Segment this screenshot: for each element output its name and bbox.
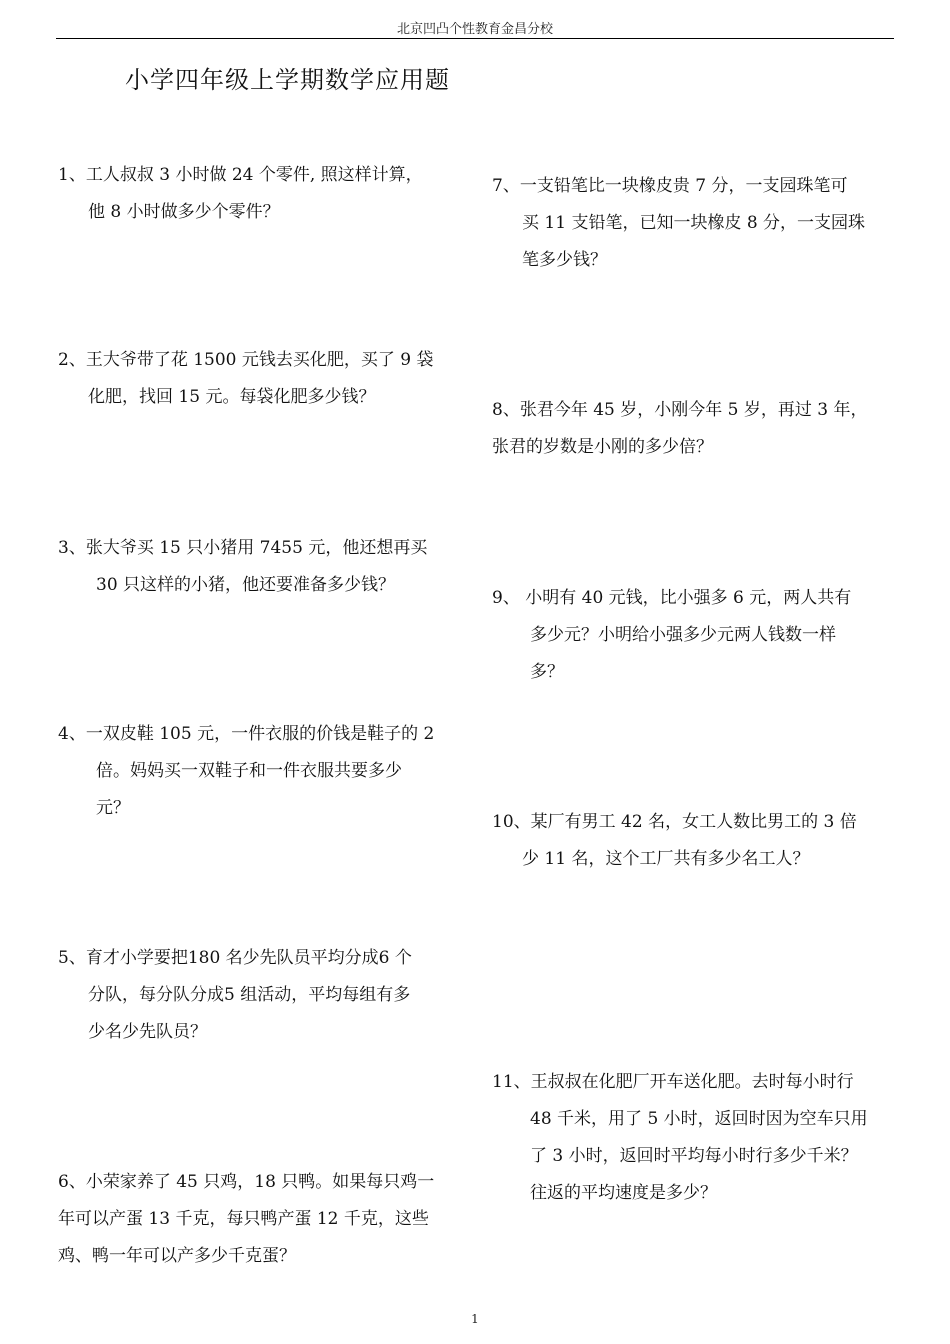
page-title: 小学四年级上学期数学应用题 [125, 66, 450, 94]
question-10: 10、某厂有男工 42 名，女工人数比男工的 3 倍 少 11 名，这个工厂共有多少名工人？ [492, 812, 857, 869]
question-8: 8、张君今年 45 岁，小刚今年 5 岁，再过 3 年， 张君的岁数是小刚的多少倍？ [492, 400, 868, 457]
page-number: 1 [471, 1312, 479, 1326]
question-2: 2、王大爷带了花 1500 元钱去买化肥，买了 9 袋 化肥，找回 15 元。每袋化肥多少钱？ [58, 350, 434, 407]
question-11: 11、王叔叔在化肥厂开车送化肥。去时每小时行 48 千米，用了 5 小时，返回时因为空车只用 了 3 小时，返回时平均每小时行多少千米？ 往返的平均速度是多少？ [492, 1072, 868, 1203]
question-7: 7、一支铅笔比一块橡皮贵 7 分，一支园珠笔可 买 11 支铅笔，已知一块橡皮 8 分，一支园珠 笔多少钱？ [492, 176, 866, 270]
question-6: 6、小荣家养了 45 只鸡，18 只鸭。如果每只鸡一 年可以产蛋 13 千克，每只鸭产蛋 12 千克，这些 鸡、鸭一年可以产多少千克蛋？ [58, 1172, 435, 1266]
page-header: 北京凹凸个性教育金昌分校 [396, 22, 553, 37]
question-4: 4、一双皮鞋 105 元，一件衣服的价钱是鞋子的 2 倍。妈妈买一双鞋子和一件衣服共要多少 元？ [58, 724, 435, 818]
question-1: 1、工人叔叔 3 小时做 24 个零件, 照这样计算， 他 8 小时做多少个零件？ [58, 165, 423, 222]
question-3: 3、张大爷买 15 只小猪用 7455 元，他还想再买 30 只这样的小猪，他还要准备多少钱？ [58, 538, 428, 595]
question-5: 5、育才小学要把180 名少先队员平均分成6 个 分队，每分队分成5 组活动，平均每组有多 少名少先队员？ [58, 948, 412, 1042]
header-rule [56, 38, 894, 39]
question-9: 9、 小明有 40 元钱，比小强多 6 元，两人共有 多少元？小明给小强多少元两人钱数一样 多？ [492, 588, 852, 682]
